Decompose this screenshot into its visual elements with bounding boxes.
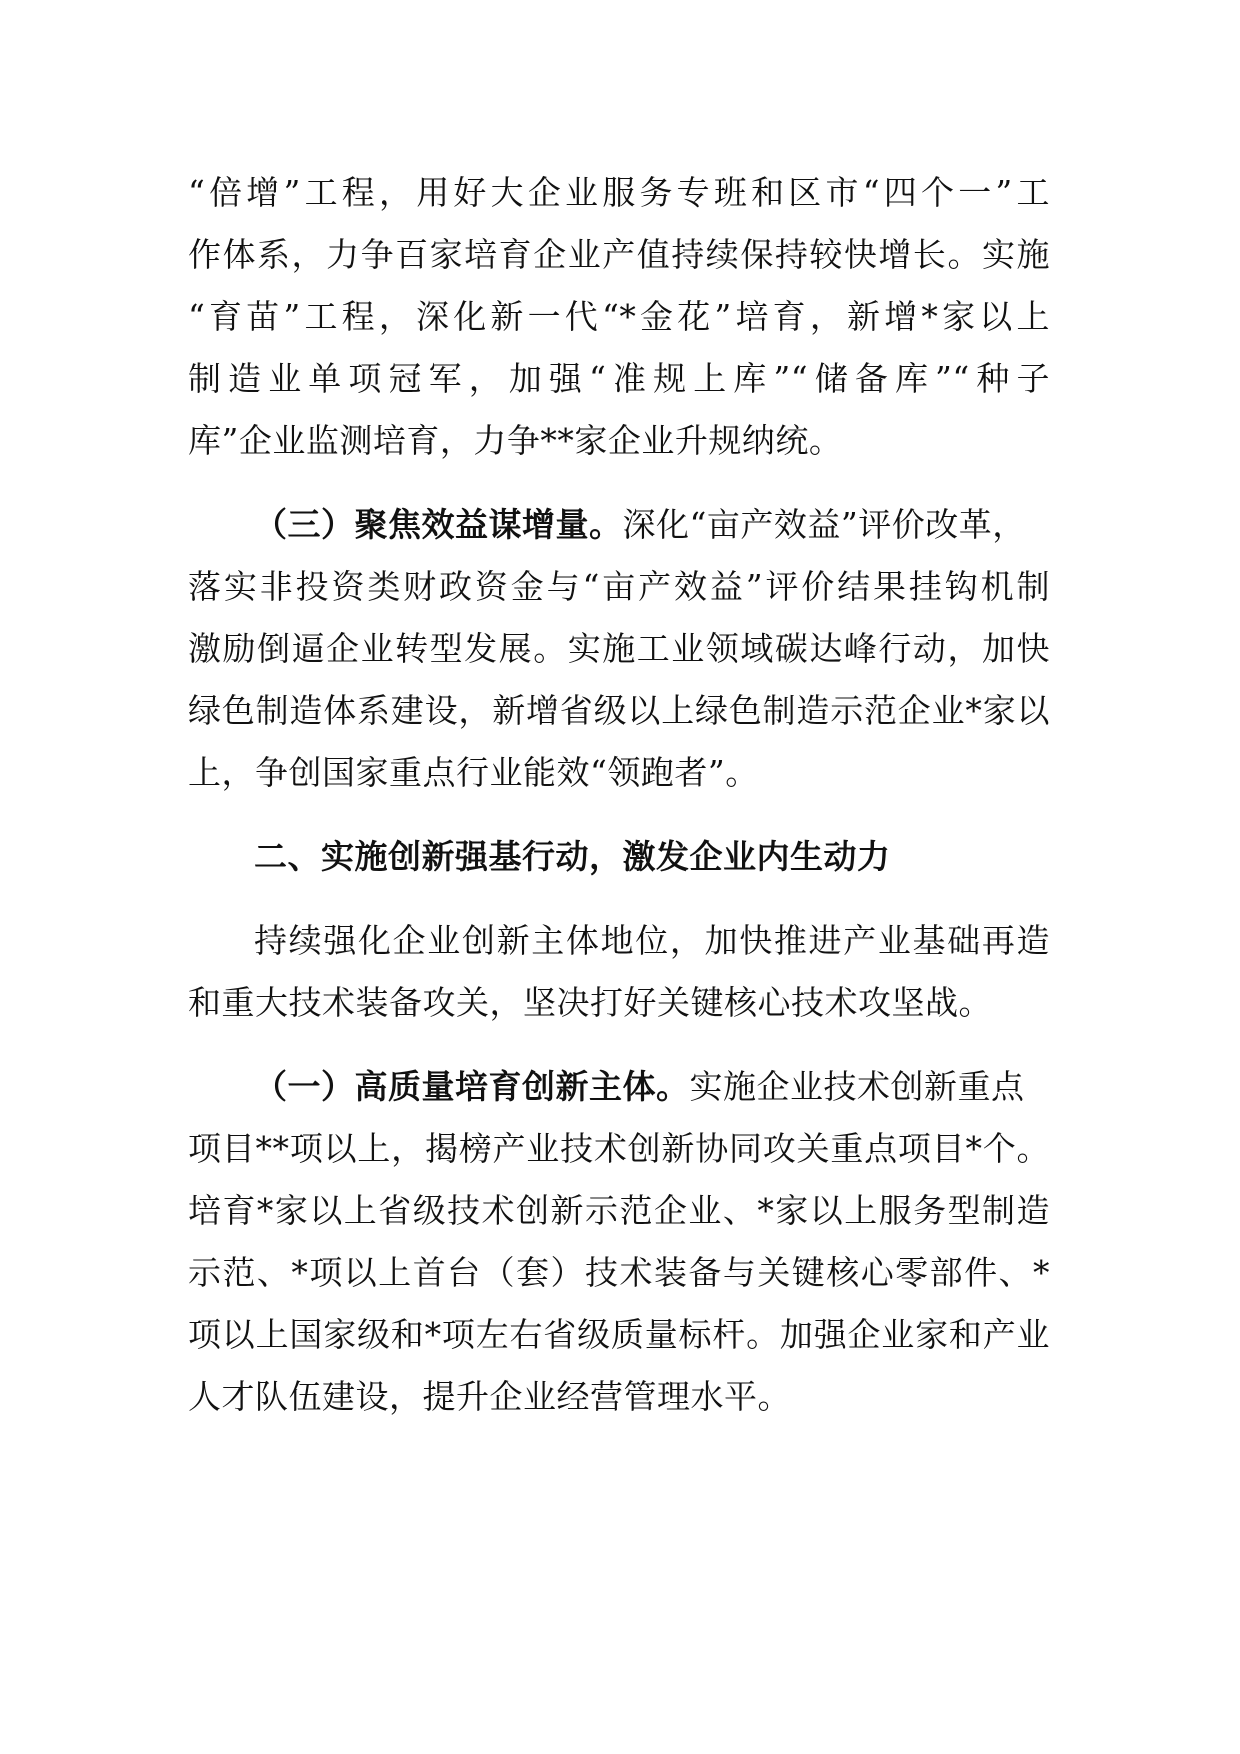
text-line: 培育*家以上省级技术创新示范企业、*家以上服务型制造 xyxy=(188,1191,1050,1230)
text-line-rest: 实施企业技术创新重点 xyxy=(689,1067,1025,1106)
text-line: 库”企业监测培育，力争**家企业升规纳统。 xyxy=(188,421,843,460)
text-line xyxy=(188,494,1050,556)
paragraph-bei-zeng xyxy=(188,162,1050,472)
text-line: 示范、*项以上首台（套）技术装备与关键核心零部件、* xyxy=(188,1253,1050,1292)
text-line: 激励倒逼企业转型发展。实施工业领域碳达峰行动，加快 xyxy=(188,629,1050,668)
text-line: 和重大技术装备攻关，坚决打好关键核心技术攻坚战。 xyxy=(188,983,992,1022)
text-line xyxy=(188,1056,1050,1118)
text-line: 持续强化企业创新主体地位，加快推进产业基础再造 xyxy=(254,921,1050,960)
text-line: 作体系，力争百家培育企业产值持续保持较快增长。实施 xyxy=(188,235,1050,274)
document-body xyxy=(188,162,1050,1450)
text-line: 项以上国家级和*项左右省级质量标杆。加强企业家和产业 xyxy=(188,1315,1050,1354)
section-heading-block xyxy=(188,826,1050,888)
paragraph-innovation-subjects xyxy=(188,1056,1050,1428)
text-line: 项目**项以上，揭榜产业技术创新协同攻关重点项目*个。 xyxy=(188,1129,1050,1168)
text-line: 人才队伍建设，提升企业经营管理水平。 xyxy=(188,1377,791,1416)
paragraph-benefit-increment xyxy=(188,494,1050,804)
text-line: “倍增”工程，用好大企业服务专班和区市“四个一”工 xyxy=(188,173,1050,212)
subsection-heading: （三）聚焦效益谋增量。 xyxy=(254,505,623,544)
section-heading: 二、实施创新强基行动，激发企业内生动力 xyxy=(254,837,891,876)
text-line-rest: 深化“亩产效益”评价改革， xyxy=(622,505,1026,544)
text-line: “育苗”工程，深化新一代“*金花”培育，新增*家以上 xyxy=(188,297,1050,336)
text-line: 上，争创国家重点行业能效“领跑者”。 xyxy=(188,753,759,792)
text-line: 绿色制造体系建设，新增省级以上绿色制造示范企业*家以 xyxy=(188,691,1050,730)
subsection-heading: （一）高质量培育创新主体。 xyxy=(254,1067,690,1106)
text-line: 落实非投资类财政资金与“亩产效益”评价结果挂钩机制 xyxy=(188,567,1050,606)
text-line: 制造业单项冠军，加强“准规上库”“储备库”“种子 xyxy=(188,359,1050,398)
paragraph-innovation-intro xyxy=(188,910,1050,1034)
